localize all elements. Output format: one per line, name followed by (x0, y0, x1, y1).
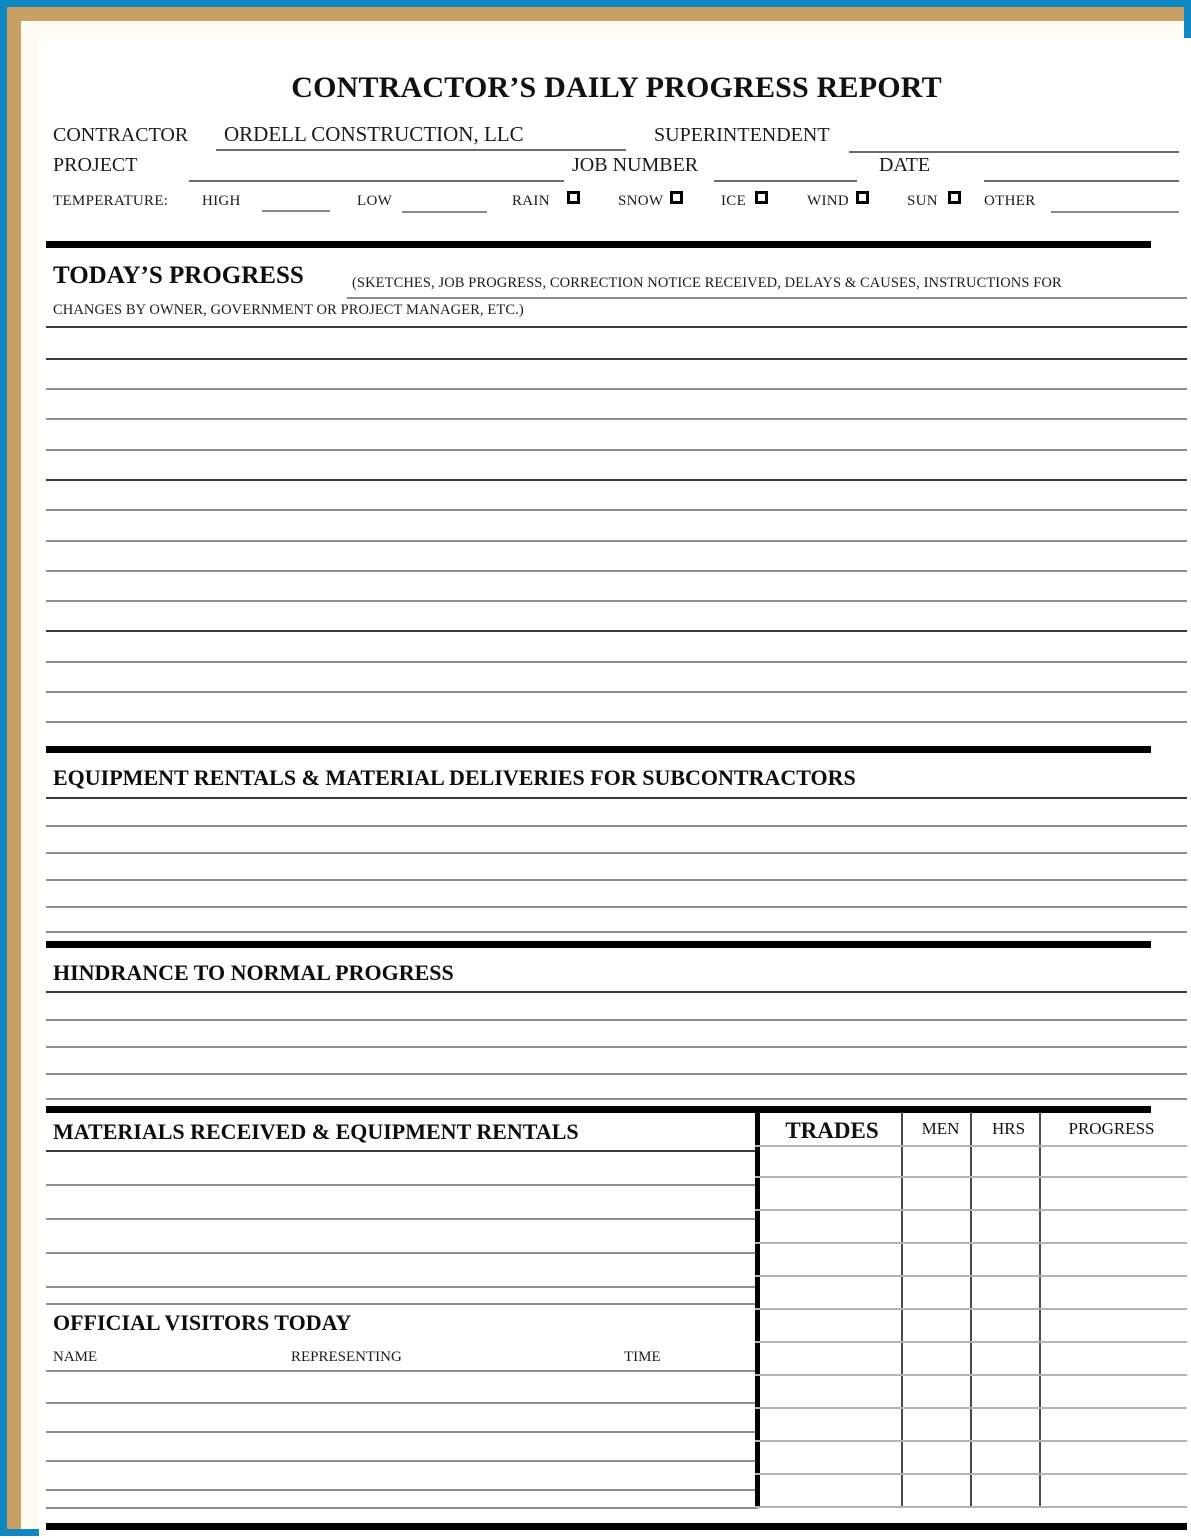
equipment-line[interactable] (46, 931, 1187, 933)
date-label: DATE (879, 154, 931, 176)
job-number-input-rule[interactable] (714, 180, 857, 182)
materials-line[interactable] (46, 1286, 758, 1288)
materials-line[interactable] (46, 1303, 758, 1305)
progress-line[interactable] (46, 418, 1187, 420)
men-hrs-divider (970, 1112, 972, 1508)
progress-line[interactable] (46, 600, 1187, 602)
trades-row-rule[interactable] (755, 1275, 1187, 1277)
visitors-header-rule (46, 1370, 758, 1372)
visitors-row-rule[interactable] (46, 1489, 758, 1491)
low-label: LOW (357, 193, 393, 209)
visitors-column-name: NAME (53, 1349, 98, 1365)
divider-page-bottom (46, 1523, 1187, 1530)
checkbox-sun[interactable] (948, 191, 961, 204)
progress-subtitle-line1: (SKETCHES, JOB PROGRESS, CORRECTION NOTICE RECEIVED, DELAYS & CAUSES, INSTRUCTIONS FOR (352, 275, 1062, 291)
progress-section-title: TODAY’S PROGRESS (53, 262, 304, 289)
men-column-header: MEN (921, 1119, 960, 1138)
hrs-column-header: HRS (991, 1119, 1026, 1138)
trades-row-rule[interactable] (755, 1209, 1187, 1211)
other-input-rule[interactable] (1051, 211, 1179, 213)
visitors-section-title: OFFICIAL VISITORS TODAY (53, 1310, 352, 1335)
condition-label-rain: RAIN (512, 193, 550, 209)
divider-hindrance-top (46, 941, 1151, 948)
high-input-rule[interactable] (262, 210, 330, 212)
progress-line[interactable] (46, 449, 1187, 451)
low-input-rule[interactable] (402, 211, 487, 213)
visitors-column-time: TIME (624, 1349, 661, 1365)
hindrance-line[interactable] (46, 1073, 1187, 1075)
hindrance-line[interactable] (46, 1046, 1187, 1048)
checkbox-snow[interactable] (670, 191, 683, 204)
condition-label-sun: SUN (907, 193, 938, 209)
project-input-rule[interactable] (189, 180, 564, 182)
divider-equipment-top (46, 746, 1151, 753)
materials-title-rule (46, 1150, 758, 1152)
trades-row-rule[interactable] (755, 1407, 1187, 1409)
contractor-label: CONTRACTOR (53, 124, 189, 146)
divider-progress-top (46, 241, 1151, 248)
date-input-rule[interactable] (984, 180, 1179, 182)
progress-line[interactable] (46, 540, 1187, 542)
progress-line[interactable] (46, 479, 1187, 481)
progress-line[interactable] (46, 358, 1187, 360)
equipment-section-title: EQUIPMENT RENTALS & MATERIAL DELIVERIES FOR SUBCONTRACTORS (53, 765, 856, 790)
equipment-line[interactable] (46, 825, 1187, 827)
equipment-line[interactable] (46, 879, 1187, 881)
high-label: HIGH (202, 193, 241, 209)
progress-column-header: PROGRESS (1068, 1119, 1155, 1138)
progress-line[interactable] (46, 661, 1187, 663)
visitors-row-rule[interactable] (46, 1402, 758, 1404)
trades-row-rule[interactable] (755, 1506, 1187, 1508)
visitors-column-representing: REPRESENTING (291, 1349, 402, 1365)
trades-row-rule[interactable] (755, 1341, 1187, 1343)
progress-subtitle-line2: CHANGES BY OWNER, GOVERNMENT OR PROJECT MANAGER, ETC.) (53, 302, 524, 318)
equipment-line[interactable] (46, 852, 1187, 854)
trades-men-divider (901, 1112, 903, 1508)
equipment-title-rule (46, 797, 1187, 799)
hindrance-line[interactable] (46, 1019, 1187, 1021)
progress-line[interactable] (46, 388, 1187, 390)
materials-line[interactable] (46, 1218, 758, 1220)
hindrance-line[interactable] (46, 1098, 1187, 1100)
equipment-line[interactable] (46, 906, 1187, 908)
hindrance-title-rule (46, 991, 1187, 993)
materials-section-title: MATERIALS RECEIVED & EQUIPMENT RENTALS (53, 1119, 579, 1144)
visitors-row-rule[interactable] (46, 1460, 758, 1462)
page-frame-mid (7, 7, 1184, 1529)
trades-row-rule[interactable] (755, 1440, 1187, 1442)
trades-row-rule[interactable] (755, 1176, 1187, 1178)
superintendent-label: SUPERINTENDENT (654, 124, 830, 146)
progress-line[interactable] (46, 509, 1187, 511)
trades-column-header: TRADES (785, 1118, 879, 1143)
trades-row-rule[interactable] (755, 1145, 1187, 1147)
hrs-progress-divider (1039, 1112, 1041, 1508)
trades-row-rule[interactable] (755, 1308, 1187, 1310)
superintendent-input-rule[interactable] (849, 151, 1179, 153)
trades-row-rule[interactable] (755, 1374, 1187, 1376)
progress-line[interactable] (46, 721, 1187, 723)
progress-subtitle-rule1 (347, 297, 1187, 299)
hindrance-section-title: HINDRANCE TO NORMAL PROGRESS (53, 960, 454, 985)
page-frame-inner (21, 21, 1184, 1529)
trades-row-rule[interactable] (755, 1242, 1187, 1244)
progress-line[interactable] (46, 691, 1187, 693)
checkbox-rain[interactable] (567, 191, 580, 204)
contractor-input-rule[interactable] (216, 149, 626, 151)
checkbox-wind[interactable] (856, 191, 869, 204)
progress-line[interactable] (46, 630, 1187, 632)
divider-materials-top (46, 1106, 1151, 1113)
project-label: PROJECT (53, 154, 138, 176)
trades-row-rule[interactable] (755, 1473, 1187, 1475)
page-title: CONTRACTOR’S DAILY PROGRESS REPORT (291, 71, 942, 104)
progress-line[interactable] (46, 570, 1187, 572)
contractor-value[interactable]: ORDELL CONSTRUCTION, LLC (224, 122, 524, 146)
temperature-label: TEMPERATURE: (53, 193, 169, 209)
materials-line[interactable] (46, 1252, 758, 1254)
visitors-row-rule[interactable] (46, 1431, 758, 1433)
visitors-row-rule[interactable] (46, 1507, 758, 1509)
condition-label-wind: WIND (807, 193, 850, 209)
checkbox-ice[interactable] (755, 191, 768, 204)
progress-subtitle-rule2 (46, 326, 1187, 328)
materials-line[interactable] (46, 1184, 758, 1186)
condition-label-other: OTHER (984, 193, 1036, 209)
condition-label-ice: ICE (721, 193, 747, 209)
report-page (39, 38, 1191, 1540)
condition-label-snow: SNOW (618, 193, 664, 209)
job-number-label: JOB NUMBER (572, 154, 699, 176)
